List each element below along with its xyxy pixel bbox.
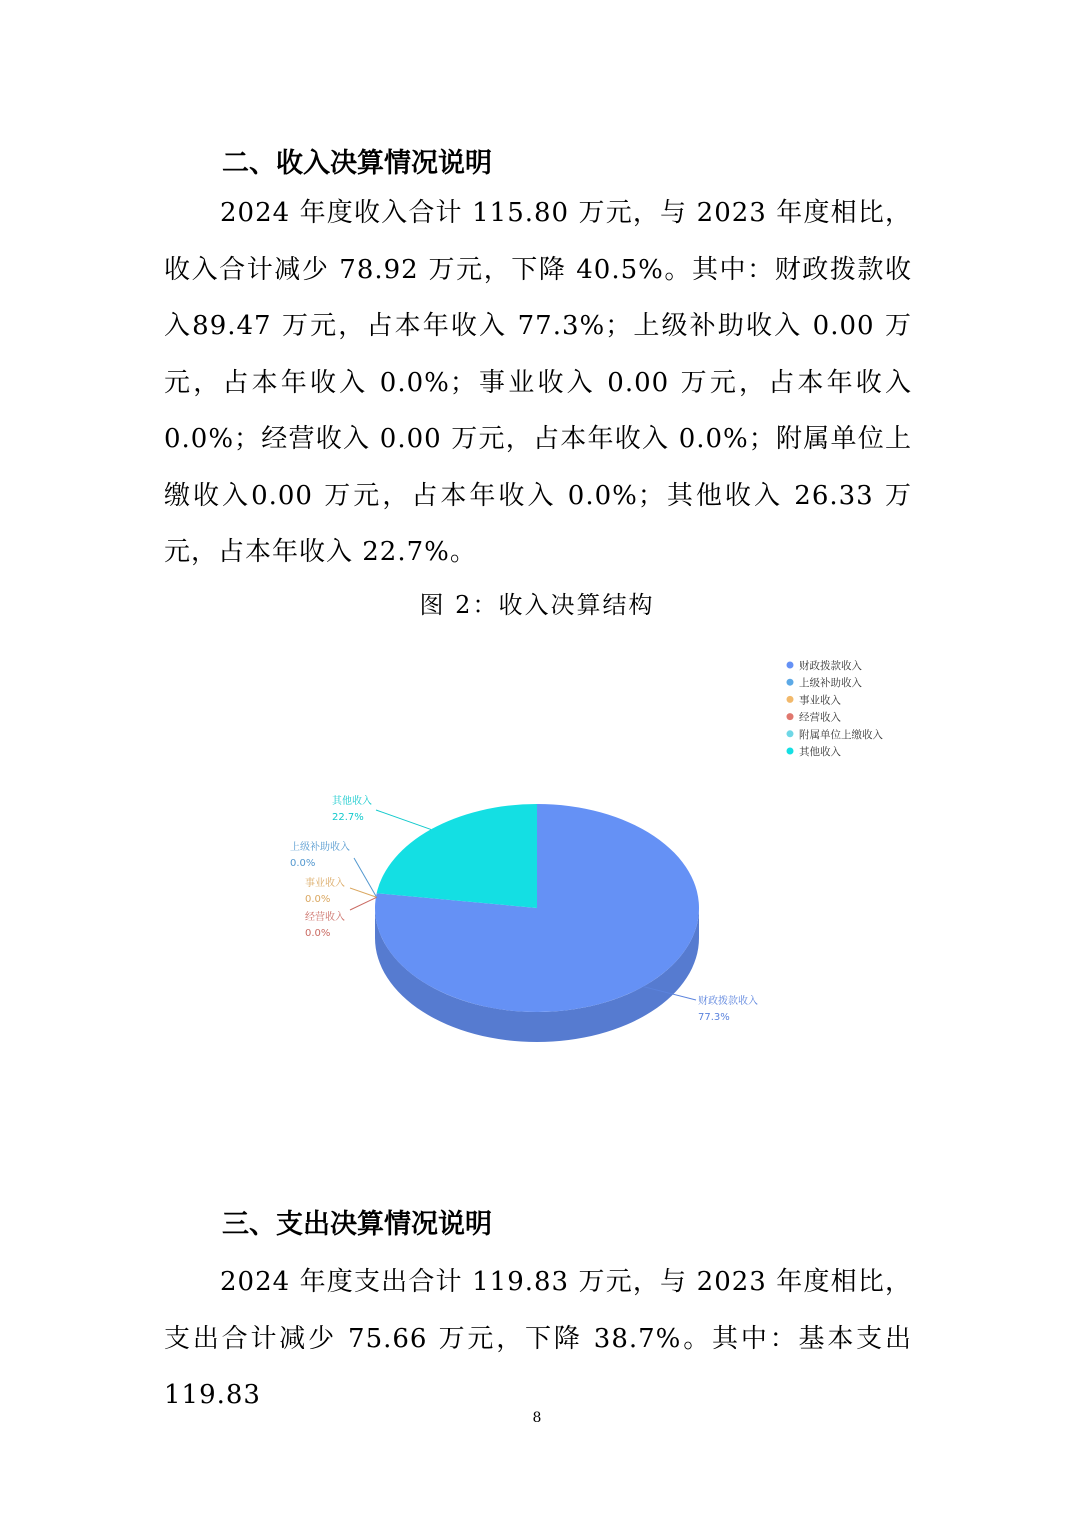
section-2-paragraph: 2024 年度收入合计 115.80 万元，与 2023 年度相比，收入合计减少 78.92 万元，下降 40.5%。其中：财政拨款收入89.47 万元，占本年收入 77.3%；上级补助收入 0.00 万元，占本年收入 0.0%；事业收入 0.00 万元，占本年收入 0.0%；经营收入 0.00 万元，占本年收入 0.0%；附属单位上缴收入0.00 万元，占本年收入 0.0%；其他收入 26.33 万元，占本年收入 22.7%。 [164, 198, 912, 567]
legend-marker-1 [787, 679, 794, 686]
legend-marker-5 [787, 748, 794, 755]
slice-0-label-name: 财政拨款收入 [698, 996, 758, 1007]
slice-0-label-percent: 77.3% [698, 1012, 730, 1023]
legend-label-0: 财政拨款收入 [799, 660, 862, 672]
legend-marker-2 [787, 696, 794, 703]
legend-label-1: 上级补助收入 [799, 677, 862, 690]
slice-5-label-percent: 22.7% [332, 812, 364, 823]
legend-label-4: 附属单位上缴收入 [799, 728, 883, 741]
legend-label-5: 其他收入 [799, 746, 841, 758]
section-3-paragraph: 2024 年度支出合计 119.83 万元，与 2023 年度相比，支出合计减少 75.66 万元，下降 38.7%。其中：基本支出 119.83 [164, 1267, 912, 1410]
pie-layer [375, 804, 699, 1042]
pie-legend [787, 659, 884, 758]
section-3-heading: 三、支出决算情况说明 [222, 1209, 492, 1240]
figure-caption: 图 2：收入决算结构 [419, 591, 655, 619]
slice-1-label-line [354, 858, 377, 897]
slice-3-label-percent: 0.0% [305, 928, 331, 939]
legend-label-2: 事业收入 [799, 694, 841, 707]
legend-marker-3 [787, 713, 794, 720]
slice-3-label-line [350, 897, 377, 910]
slice-2-label-percent: 0.0% [305, 894, 331, 905]
slice-5-label-name: 其他收入 [332, 796, 372, 807]
slice-1-label-name: 上级补助收入 [290, 842, 350, 853]
section-2-heading: 二、收入决算情况说明 [222, 148, 492, 179]
income-structure-pie-chart [0, 640, 1074, 1080]
legend-label-3: 经营收入 [799, 711, 841, 724]
slice-2-label-name: 事业收入 [305, 878, 345, 889]
slice-3-label-name: 经营收入 [305, 912, 345, 923]
page-number: 8 [532, 1410, 542, 1426]
slice-1-label-percent: 0.0% [290, 858, 316, 869]
slice-5-top [377, 804, 537, 908]
slice-5-label-line [376, 810, 431, 829]
legend-marker-4 [787, 730, 794, 737]
legend-marker-0 [787, 662, 794, 669]
